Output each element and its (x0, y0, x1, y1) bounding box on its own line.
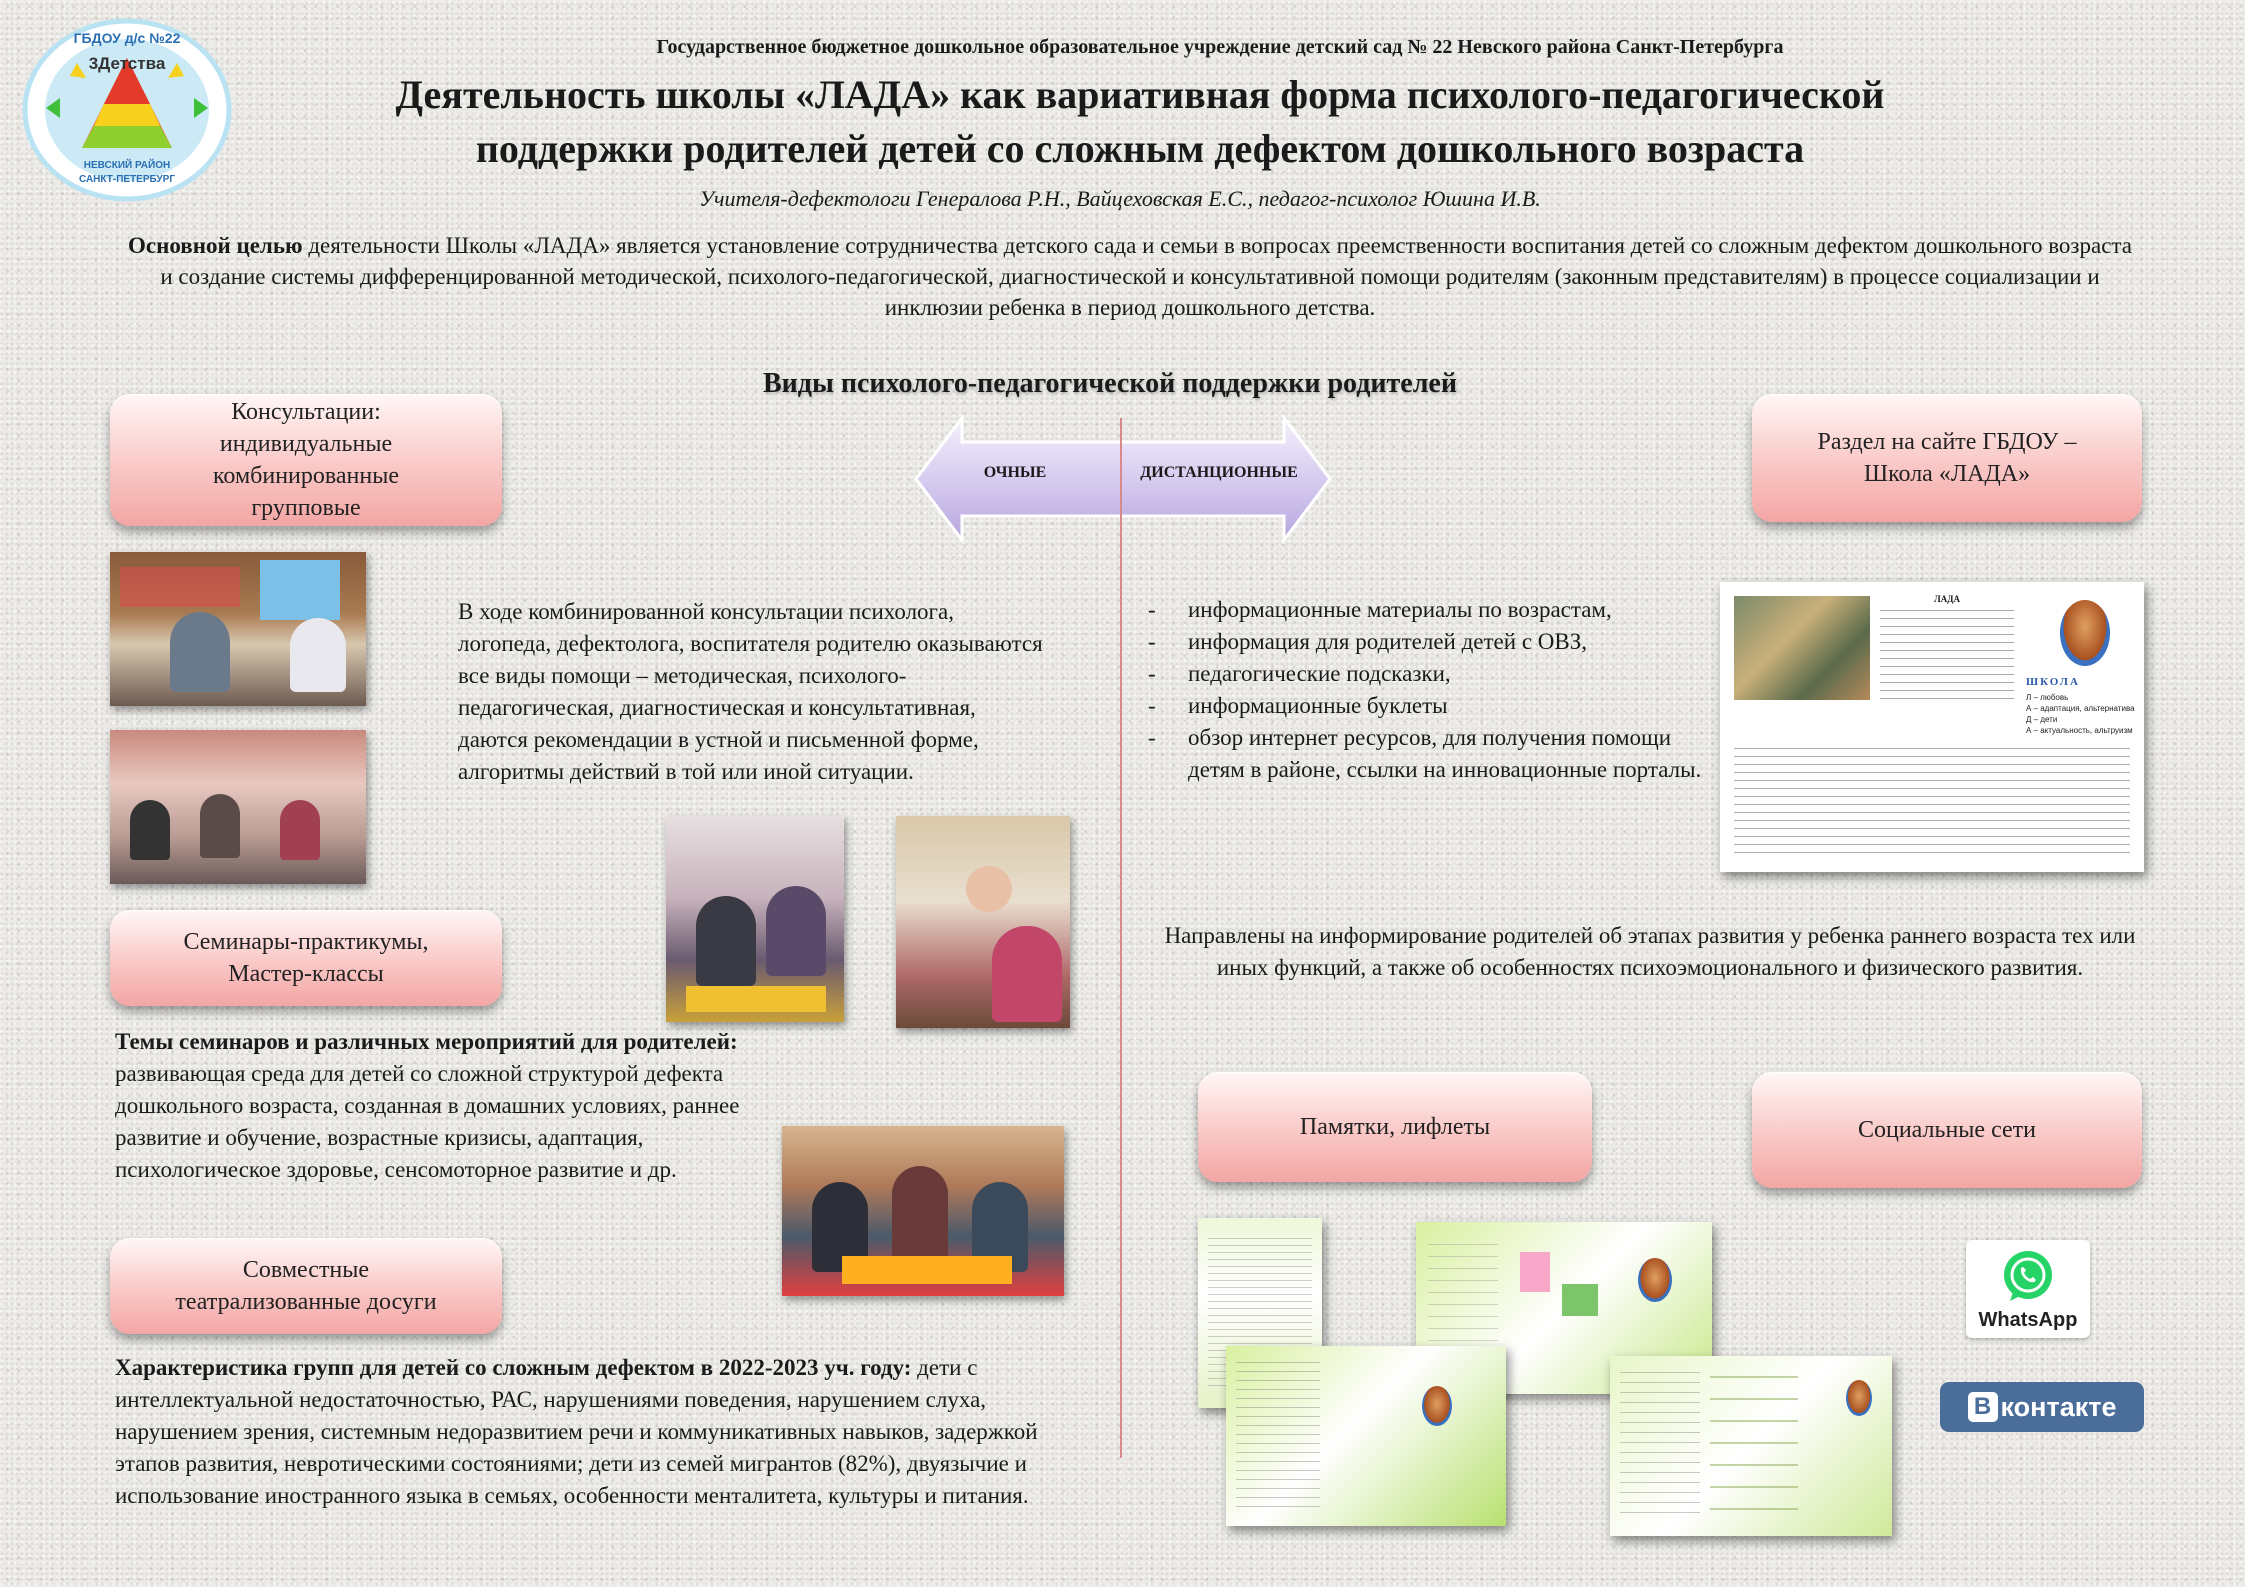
directed-paragraph: Направлены на информирование родителей об этапах развития у ребенка раннего возраста тех или иных функций, а также об особенностях психоэмоционального и физического развития. (1164, 923, 2136, 980)
topics-bold: Темы семинаров и различных мероприятий для родителей: (115, 1029, 738, 1054)
whatsapp-logo[interactable] (1966, 1240, 2090, 1338)
consult-line-1: Консультации: (231, 399, 381, 425)
arrow-right-label: ДИСТАНЦИОННЫЕ (1140, 464, 1298, 481)
groups-bold: Характеристика групп для детей со сложным дефектом в 2022-2023 уч. году: (115, 1355, 912, 1380)
kindergarten-logo (22, 18, 232, 203)
vk-icon: В (1968, 1392, 1998, 1422)
site-line-1: Раздел на сайте ГБДОУ – (1817, 429, 2077, 455)
consultations-pill (110, 394, 502, 526)
whatsapp-icon (1998, 1247, 2058, 1307)
site-section-pill (1752, 394, 2142, 522)
seminar-photo-2 (896, 816, 1070, 1028)
site-doc-acronym: Л – любовь А – адаптация, альтернатива Д – дети А – актуальность, альтруизм (2026, 693, 2135, 735)
lada-doll-image (2060, 600, 2110, 666)
logo-top-text: ГБДОУ д/с №22 (73, 30, 181, 46)
list-item: - информационные буклеты (1148, 690, 1708, 722)
title-line-1: Деятельность школы «ЛАДА» как вариативная форма психолого-педагогической (395, 72, 1885, 117)
site-line-2: Школа «ЛАДА» (1863, 461, 2031, 487)
remote-resources-list (1148, 594, 1708, 786)
site-page-screenshot (1720, 582, 2144, 872)
consult-line-3: комбинированные (212, 463, 400, 489)
authors: Учителя-дефектологи Генералова Р.Н., Вайцеховская Е.С., педагог-психолог Юшина И.В. (699, 186, 1541, 211)
groups-characteristic (115, 1352, 1075, 1512)
seminar-line-1: Семинары-практикумы, (183, 929, 429, 955)
topics-text: развивающая среда для детей со сложной структурой дефекта дошкольного возраста, созданная в домашних условиях, раннее развитие и обучение, возрастные кризисы, адаптация, психологическое здоровье, сенсомоторное развитие и др. (115, 1061, 740, 1182)
poster-title (300, 68, 1980, 176)
section-title: Виды психолого-педагогической поддержки родителей (763, 368, 1457, 399)
lada-goddess-image (1734, 596, 1870, 700)
social-networks-pill: Социальные сети (1752, 1072, 2142, 1188)
goal-text: деятельности Школы «ЛАДА» является установление сотрудничества детского сада и семьи в вопросах преемственности воспитания детей со сложным дефектом дошкольного возраста и создание системы дифференцированной методической, психолого-педагогической, диагностической и консультативной помощи родителям (законным представителям) в процессе социализации и инклюзии ребенка в период дошкольного детства. (160, 233, 2132, 320)
workshop-photo (782, 1126, 1064, 1296)
arrow-left-label: ОЧНЫЕ (983, 464, 1047, 481)
seminar-line-2: Мастер-классы (228, 961, 384, 987)
seminar-topics (115, 1026, 755, 1186)
leaflet-thumb-4 (1610, 1356, 1892, 1536)
groups-text: дети с интеллектуальной недостаточностью, РАС, нарушениями поведения, нарушением слуха, нарушением зрения, системным недоразвитием речи и коммуникативных навыков, задержкой этапов развития, невротическими состояниями; дети из семей мигрантов (82%), двуязычие и использование иностранного языка в семьях, особенности менталитета, культуры и питания. (115, 1355, 1038, 1508)
center-divider (1120, 418, 1122, 1458)
leaflets-pill: Памятки, лифлеты (1198, 1072, 1592, 1182)
site-doc-heading: ЛАДА (1934, 594, 1960, 604)
consult-line-2: индивидуальные (219, 431, 393, 457)
list-item: - информационные материалы по возрастам, (1148, 594, 1708, 626)
logo-bottom-2: САНКТ-ПЕТЕРБУРГ (78, 174, 175, 185)
list-item: - педагогические подсказки, (1148, 658, 1708, 690)
list-item: - информация для родителей детей с ОВЗ, (1148, 626, 1708, 658)
site-doc-school: ШКОЛА (2026, 676, 2080, 688)
consult-description: В ходе комбинированной консультации психолога, логопеда, дефектолога, воспитателя родителю оказываются все виды помощи – методическая, психолого-педагогическая, диагностическая и консультативная, даются рекомендации в устной и письменной форме, алгоритмы действий в той или иной ситуации. (458, 599, 1043, 784)
consultation-photo-1 (110, 552, 366, 706)
logo-name: 3Детства (88, 54, 166, 73)
whatsapp-label: WhatsApp (1978, 1308, 2078, 1331)
vk-label: контакте (2000, 1391, 2117, 1422)
theatre-line-2: театрализованные досуги (175, 1289, 437, 1315)
theatre-pill (110, 1238, 502, 1334)
seminars-pill (110, 910, 502, 1006)
double-arrow (912, 414, 1334, 544)
goal-bold: Основной целью (128, 233, 303, 258)
consultation-photo-2 (110, 730, 366, 884)
theatre-line-1: Совместные (242, 1257, 370, 1283)
goal-paragraph (120, 230, 2140, 323)
consult-line-4: групповые (251, 495, 361, 521)
logo-bottom-1: НЕВСКИЙ РАЙОН (83, 160, 171, 171)
leaflet-thumb-3 (1226, 1346, 1506, 1526)
title-line-2: поддержки родителей детей со сложным дефектом дошкольного возраста (475, 126, 1805, 171)
vkontakte-logo[interactable] (1940, 1382, 2144, 1432)
list-item: - обзор интернет ресурсов, для получения помощи детям в районе, ссылки на инновационные порталы. (1148, 722, 1708, 786)
organization-name: Государственное бюджетное дошкольное образовательное учреждение детский сад № 22 Невского района Санкт-Петербурга (656, 36, 1784, 58)
seminar-photo-1 (666, 816, 844, 1022)
